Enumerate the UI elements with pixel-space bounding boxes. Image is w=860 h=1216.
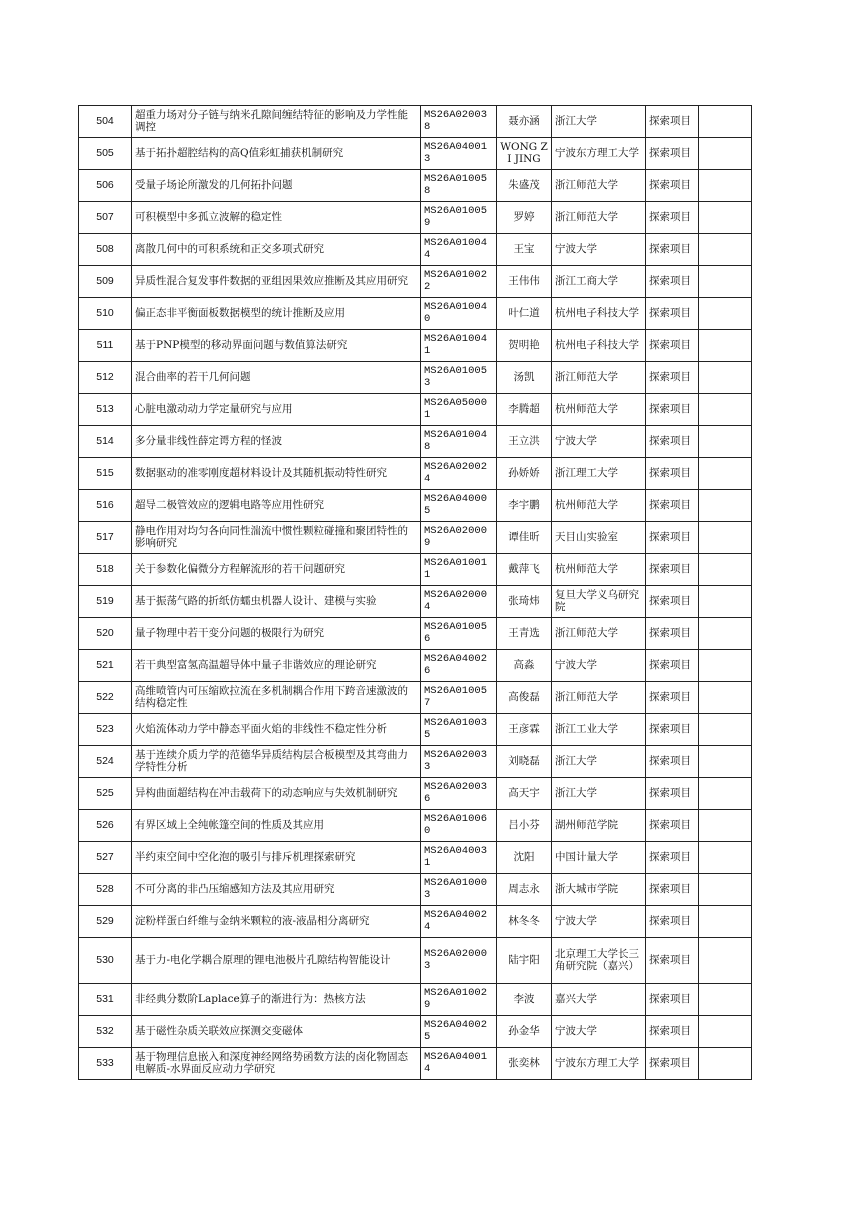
cell-number: 516 xyxy=(79,490,132,522)
cell-principal: 王立洪 xyxy=(497,426,552,458)
cell-institution: 浙江师范大学 xyxy=(552,202,646,234)
cell-project-type: 探索项目 xyxy=(646,618,699,650)
cell-principal: 贺明艳 xyxy=(497,330,552,362)
cell-project-title: 非经典分数阶Laplace算子的渐进行为：热核方法 xyxy=(132,984,421,1016)
cell-institution: 北京理工大学长三角研究院（嘉兴） xyxy=(552,938,646,984)
cell-project-title: 高维喷管内可压缩欧拉流在多机制耦合作用下跨音速激波的结构稳定性 xyxy=(132,682,421,714)
cell-project-title: 基于物理信息嵌入和深度神经网络势函数方法的卤化物固态电解质-水界面反应动力学研究 xyxy=(132,1048,421,1080)
table-row xyxy=(79,266,752,298)
cell-empty xyxy=(699,394,752,426)
table-row xyxy=(79,586,752,618)
cell-empty xyxy=(699,714,752,746)
cell-empty xyxy=(699,298,752,330)
cell-institution: 浙江工商大学 xyxy=(552,266,646,298)
table-row xyxy=(79,426,752,458)
cell-project-code: MS26A040026 xyxy=(421,650,497,682)
cell-project-code: MS26A010053 xyxy=(421,362,497,394)
cell-project-type: 探索项目 xyxy=(646,458,699,490)
cell-empty xyxy=(699,266,752,298)
cell-project-title: 超导二极管效应的逻辑电路等应用性研究 xyxy=(132,490,421,522)
cell-number: 532 xyxy=(79,1016,132,1048)
cell-project-title: 超重力场对分子链与纳米孔隙间缠结特征的影响及力学性能调控 xyxy=(132,106,421,138)
cell-number: 528 xyxy=(79,874,132,906)
cell-institution: 杭州师范大学 xyxy=(552,490,646,522)
cell-project-type: 探索项目 xyxy=(646,394,699,426)
cell-principal: 周志永 xyxy=(497,874,552,906)
cell-principal: 朱盛茂 xyxy=(497,170,552,202)
cell-principal: 孙娇娇 xyxy=(497,458,552,490)
cell-project-title: 不可分离的非凸压缩感知方法及其应用研究 xyxy=(132,874,421,906)
cell-number: 530 xyxy=(79,938,132,984)
cell-number: 533 xyxy=(79,1048,132,1080)
table-row xyxy=(79,106,752,138)
cell-number: 504 xyxy=(79,106,132,138)
cell-project-type: 探索项目 xyxy=(646,1016,699,1048)
cell-principal: 李腾超 xyxy=(497,394,552,426)
cell-project-title: 火焰流体动力学中静态平面火焰的非线性不稳定性分析 xyxy=(132,714,421,746)
cell-project-code: MS26A010056 xyxy=(421,618,497,650)
cell-principal: 吕小芬 xyxy=(497,810,552,842)
cell-principal: 孙金华 xyxy=(497,1016,552,1048)
cell-empty xyxy=(699,138,752,170)
cell-project-title: 基于磁性杂质关联效应探测交变磁体 xyxy=(132,1016,421,1048)
cell-project-code: MS26A010057 xyxy=(421,682,497,714)
table-row xyxy=(79,778,752,810)
cell-institution: 浙江师范大学 xyxy=(552,362,646,394)
cell-institution: 浙江大学 xyxy=(552,778,646,810)
table-row xyxy=(79,522,752,554)
table-row xyxy=(79,234,752,266)
cell-institution: 嘉兴大学 xyxy=(552,984,646,1016)
cell-empty xyxy=(699,810,752,842)
cell-project-title: 量子物理中若干变分问题的极限行为研究 xyxy=(132,618,421,650)
cell-institution: 杭州电子科技大学 xyxy=(552,330,646,362)
cell-project-code: MS26A020036 xyxy=(421,778,497,810)
cell-project-title: 淀粉样蛋白纤维与金纳米颗粒的液-液晶相分离研究 xyxy=(132,906,421,938)
cell-project-code: MS26A020038 xyxy=(421,106,497,138)
table-row xyxy=(79,650,752,682)
cell-number: 511 xyxy=(79,330,132,362)
cell-empty xyxy=(699,618,752,650)
cell-principal: 陆宇阳 xyxy=(497,938,552,984)
cell-institution: 浙大城市学院 xyxy=(552,874,646,906)
cell-project-type: 探索项目 xyxy=(646,984,699,1016)
cell-principal: 高俊磊 xyxy=(497,682,552,714)
cell-project-type: 探索项目 xyxy=(646,362,699,394)
cell-project-type: 探索项目 xyxy=(646,298,699,330)
cell-project-type: 探索项目 xyxy=(646,874,699,906)
table-row xyxy=(79,906,752,938)
cell-project-title: 静电作用对均匀各向同性湍流中惯性颗粒碰撞和聚团特性的影响研究 xyxy=(132,522,421,554)
table-row xyxy=(79,1016,752,1048)
cell-institution: 浙江工业大学 xyxy=(552,714,646,746)
cell-institution: 天目山实验室 xyxy=(552,522,646,554)
cell-empty xyxy=(699,234,752,266)
cell-empty xyxy=(699,458,752,490)
cell-empty xyxy=(699,522,752,554)
cell-institution: 宁波大学 xyxy=(552,426,646,458)
table-row xyxy=(79,1048,752,1080)
cell-empty xyxy=(699,842,752,874)
cell-empty xyxy=(699,778,752,810)
cell-number: 529 xyxy=(79,906,132,938)
cell-number: 527 xyxy=(79,842,132,874)
cell-number: 519 xyxy=(79,586,132,618)
table-row xyxy=(79,202,752,234)
cell-principal: 李宇鹏 xyxy=(497,490,552,522)
cell-project-type: 探索项目 xyxy=(646,426,699,458)
cell-number: 515 xyxy=(79,458,132,490)
cell-project-title: 半约束空间中空化泡的吸引与排斥机理探索研究 xyxy=(132,842,421,874)
cell-project-type: 探索项目 xyxy=(646,106,699,138)
cell-project-title: 基于振荡气路的折纸仿蠕虫机器人设计、建模与实验 xyxy=(132,586,421,618)
cell-project-code: MS26A040024 xyxy=(421,906,497,938)
table-row xyxy=(79,874,752,906)
table-row xyxy=(79,810,752,842)
cell-principal: WONG ZI JING xyxy=(497,138,552,170)
table-body xyxy=(79,106,752,1080)
table-row xyxy=(79,138,752,170)
cell-principal: 戴萍飞 xyxy=(497,554,552,586)
cell-principal: 高天宇 xyxy=(497,778,552,810)
table-row xyxy=(79,682,752,714)
cell-number: 531 xyxy=(79,984,132,1016)
table-row xyxy=(79,362,752,394)
cell-empty xyxy=(699,938,752,984)
cell-principal: 王青选 xyxy=(497,618,552,650)
cell-project-code: MS26A040031 xyxy=(421,842,497,874)
cell-project-title: 基于力-电化学耦合原理的锂电池极片孔隙结构智能设计 xyxy=(132,938,421,984)
cell-principal: 沈阳 xyxy=(497,842,552,874)
cell-project-code: MS26A010003 xyxy=(421,874,497,906)
cell-project-code: MS26A010044 xyxy=(421,234,497,266)
cell-empty xyxy=(699,984,752,1016)
cell-empty xyxy=(699,330,752,362)
cell-project-code: MS26A050001 xyxy=(421,394,497,426)
cell-number: 506 xyxy=(79,170,132,202)
cell-project-code: MS26A020003 xyxy=(421,938,497,984)
cell-number: 510 xyxy=(79,298,132,330)
cell-number: 526 xyxy=(79,810,132,842)
table-row xyxy=(79,618,752,650)
cell-number: 524 xyxy=(79,746,132,778)
cell-institution: 宁波大学 xyxy=(552,906,646,938)
cell-project-title: 异构曲面超结构在冲击载荷下的动态响应与失效机制研究 xyxy=(132,778,421,810)
cell-project-code: MS26A010011 xyxy=(421,554,497,586)
cell-project-type: 探索项目 xyxy=(646,682,699,714)
cell-project-type: 探索项目 xyxy=(646,714,699,746)
cell-institution: 宁波大学 xyxy=(552,650,646,682)
cell-project-type: 探索项目 xyxy=(646,202,699,234)
cell-project-code: MS26A020024 xyxy=(421,458,497,490)
cell-institution: 浙江师范大学 xyxy=(552,682,646,714)
cell-project-type: 探索项目 xyxy=(646,778,699,810)
cell-project-title: 关于参数化偏微分方程解流形的若干问题研究 xyxy=(132,554,421,586)
project-table xyxy=(78,105,752,1080)
cell-principal: 李波 xyxy=(497,984,552,1016)
cell-project-type: 探索项目 xyxy=(646,522,699,554)
cell-empty xyxy=(699,874,752,906)
cell-number: 517 xyxy=(79,522,132,554)
cell-principal: 刘晓磊 xyxy=(497,746,552,778)
cell-principal: 王彦霖 xyxy=(497,714,552,746)
cell-empty xyxy=(699,586,752,618)
table-row xyxy=(79,298,752,330)
cell-institution: 杭州师范大学 xyxy=(552,394,646,426)
cell-institution: 宁波东方理工大学 xyxy=(552,138,646,170)
cell-project-code: MS26A010041 xyxy=(421,330,497,362)
cell-institution: 杭州电子科技大学 xyxy=(552,298,646,330)
cell-institution: 浙江大学 xyxy=(552,106,646,138)
cell-principal: 王伟伟 xyxy=(497,266,552,298)
cell-number: 518 xyxy=(79,554,132,586)
cell-project-title: 基于PNP模型的移动界面问题与数值算法研究 xyxy=(132,330,421,362)
table-row xyxy=(79,938,752,984)
cell-principal: 林冬冬 xyxy=(497,906,552,938)
cell-project-title: 偏正态非平衡面板数据模型的统计推断及应用 xyxy=(132,298,421,330)
cell-project-title: 基于连续介质力学的范德华异质结构层合板模型及其弯曲力学特性分析 xyxy=(132,746,421,778)
table-row xyxy=(79,842,752,874)
cell-institution: 浙江大学 xyxy=(552,746,646,778)
cell-institution: 浙江师范大学 xyxy=(552,618,646,650)
cell-empty xyxy=(699,490,752,522)
cell-institution: 宁波东方理工大学 xyxy=(552,1048,646,1080)
cell-project-type: 探索项目 xyxy=(646,842,699,874)
cell-project-code: MS26A020004 xyxy=(421,586,497,618)
cell-empty xyxy=(699,650,752,682)
table-row xyxy=(79,554,752,586)
cell-institution: 复旦大学义乌研究院 xyxy=(552,586,646,618)
cell-project-title: 离散几何中的可积系统和正交多项式研究 xyxy=(132,234,421,266)
cell-institution: 中国计量大学 xyxy=(552,842,646,874)
cell-project-code: MS26A020009 xyxy=(421,522,497,554)
cell-empty xyxy=(699,362,752,394)
cell-project-title: 受量子场论所激发的几何拓扑问题 xyxy=(132,170,421,202)
cell-number: 522 xyxy=(79,682,132,714)
cell-empty xyxy=(699,426,752,458)
cell-project-code: MS26A010022 xyxy=(421,266,497,298)
cell-project-type: 探索项目 xyxy=(646,138,699,170)
cell-project-title: 基于拓扑超腔结构的高Q值彩虹捕获机制研究 xyxy=(132,138,421,170)
cell-principal: 张琦炜 xyxy=(497,586,552,618)
cell-institution: 浙江理工大学 xyxy=(552,458,646,490)
cell-number: 512 xyxy=(79,362,132,394)
cell-project-type: 探索项目 xyxy=(646,554,699,586)
cell-empty xyxy=(699,106,752,138)
cell-institution: 湖州师范学院 xyxy=(552,810,646,842)
cell-empty xyxy=(699,746,752,778)
cell-project-code: MS26A040025 xyxy=(421,1016,497,1048)
cell-empty xyxy=(699,906,752,938)
table-row xyxy=(79,746,752,778)
cell-number: 505 xyxy=(79,138,132,170)
cell-principal: 聂亦涵 xyxy=(497,106,552,138)
cell-project-code: MS26A010058 xyxy=(421,170,497,202)
cell-empty xyxy=(699,202,752,234)
table-row xyxy=(79,458,752,490)
cell-empty xyxy=(699,1048,752,1080)
table-row xyxy=(79,170,752,202)
cell-number: 508 xyxy=(79,234,132,266)
table-row xyxy=(79,714,752,746)
cell-empty xyxy=(699,682,752,714)
table-row xyxy=(79,330,752,362)
cell-project-type: 探索项目 xyxy=(646,266,699,298)
cell-empty xyxy=(699,170,752,202)
cell-project-code: MS26A040013 xyxy=(421,138,497,170)
cell-principal: 谭佳昕 xyxy=(497,522,552,554)
cell-number: 513 xyxy=(79,394,132,426)
cell-project-code: MS26A010059 xyxy=(421,202,497,234)
cell-institution: 宁波大学 xyxy=(552,234,646,266)
cell-project-title: 有界区域上全纯帐篷空间的性质及其应用 xyxy=(132,810,421,842)
cell-institution: 杭州师范大学 xyxy=(552,554,646,586)
cell-number: 523 xyxy=(79,714,132,746)
cell-project-type: 探索项目 xyxy=(646,490,699,522)
cell-institution: 宁波大学 xyxy=(552,1016,646,1048)
cell-project-code: MS26A020033 xyxy=(421,746,497,778)
cell-project-type: 探索项目 xyxy=(646,906,699,938)
cell-project-title: 心脏电激动动力学定量研究与应用 xyxy=(132,394,421,426)
cell-number: 521 xyxy=(79,650,132,682)
cell-principal: 汤凯 xyxy=(497,362,552,394)
cell-empty xyxy=(699,1016,752,1048)
cell-project-title: 数据驱动的准零刚度超材料设计及其随机振动特性研究 xyxy=(132,458,421,490)
cell-project-type: 探索项目 xyxy=(646,746,699,778)
cell-principal: 高淼 xyxy=(497,650,552,682)
cell-project-type: 探索项目 xyxy=(646,586,699,618)
cell-number: 514 xyxy=(79,426,132,458)
cell-number: 507 xyxy=(79,202,132,234)
cell-principal: 罗婷 xyxy=(497,202,552,234)
cell-project-code: MS26A040005 xyxy=(421,490,497,522)
cell-project-title: 可积模型中多孤立波解的稳定性 xyxy=(132,202,421,234)
cell-project-title: 多分量非线性薛定谔方程的怪波 xyxy=(132,426,421,458)
table-row xyxy=(79,394,752,426)
cell-project-title: 若干典型富氢高温超导体中量子非谐效应的理论研究 xyxy=(132,650,421,682)
table-row xyxy=(79,984,752,1016)
cell-project-code: MS26A010060 xyxy=(421,810,497,842)
cell-project-type: 探索项目 xyxy=(646,1048,699,1080)
cell-principal: 王宝 xyxy=(497,234,552,266)
table-row xyxy=(79,490,752,522)
cell-empty xyxy=(699,554,752,586)
cell-project-type: 探索项目 xyxy=(646,810,699,842)
cell-project-code: MS26A010040 xyxy=(421,298,497,330)
cell-principal: 叶仁道 xyxy=(497,298,552,330)
cell-project-type: 探索项目 xyxy=(646,938,699,984)
cell-institution: 浙江师范大学 xyxy=(552,170,646,202)
cell-project-title: 异质性混合复发事件数据的亚组因果效应推断及其应用研究 xyxy=(132,266,421,298)
cell-project-type: 探索项目 xyxy=(646,650,699,682)
cell-number: 520 xyxy=(79,618,132,650)
cell-project-type: 探索项目 xyxy=(646,170,699,202)
cell-project-code: MS26A010048 xyxy=(421,426,497,458)
cell-number: 525 xyxy=(79,778,132,810)
cell-project-title: 混合曲率的若干几何问题 xyxy=(132,362,421,394)
cell-project-type: 探索项目 xyxy=(646,234,699,266)
cell-project-code: MS26A010029 xyxy=(421,984,497,1016)
cell-principal: 张奕林 xyxy=(497,1048,552,1080)
cell-project-code: MS26A040014 xyxy=(421,1048,497,1080)
cell-project-code: MS26A010035 xyxy=(421,714,497,746)
cell-project-type: 探索项目 xyxy=(646,330,699,362)
cell-number: 509 xyxy=(79,266,132,298)
